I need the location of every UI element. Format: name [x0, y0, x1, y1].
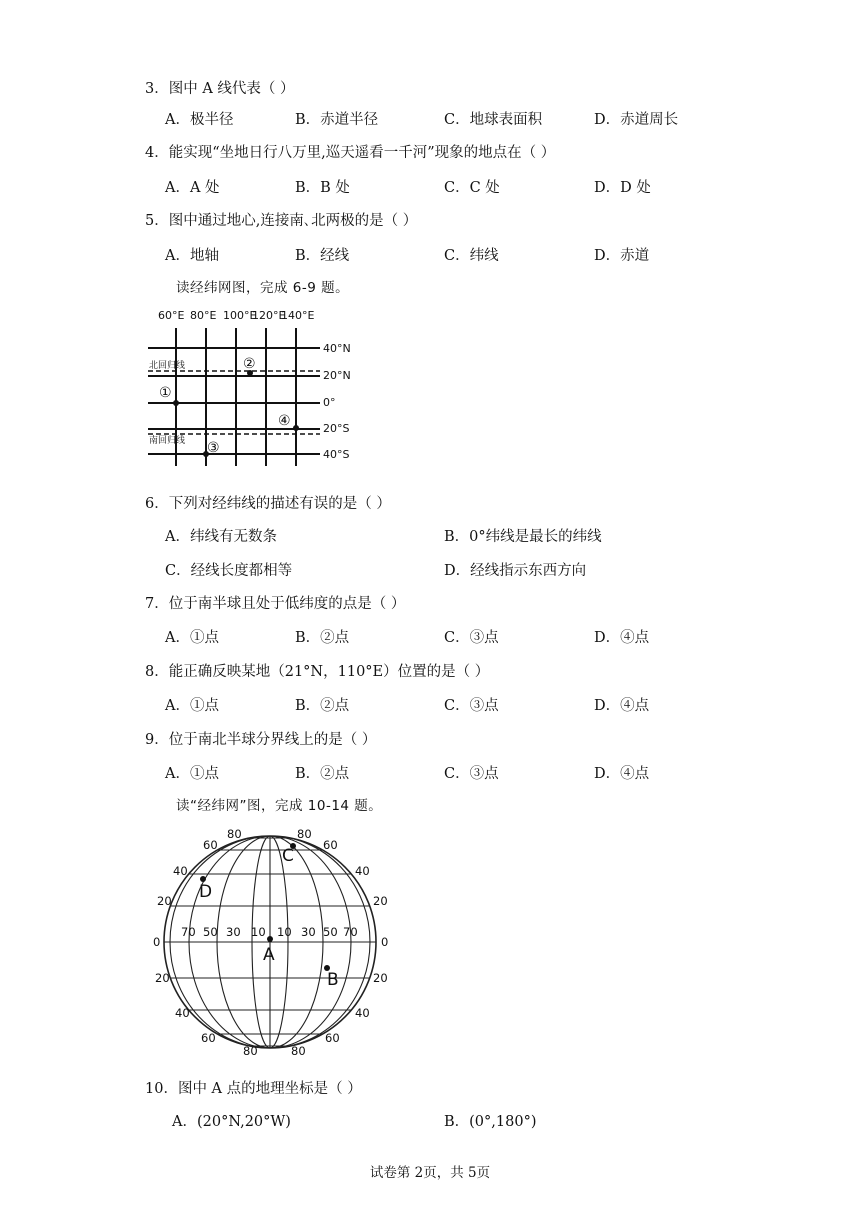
option-q3-d[interactable]: D．赤道周长 [594, 112, 679, 128]
globe-lon-label-e30: 30 [301, 925, 316, 939]
globe-lat-label-tr-20: 20 [373, 894, 388, 908]
question-7: 7．位于南半球且处于低纬度的点是（ ） [145, 596, 406, 612]
globe-point-a [267, 936, 273, 942]
globe-lat-label-br-20: 20 [373, 971, 388, 985]
option-q5-b[interactable]: B．经线 [295, 248, 350, 264]
globe-lat-label-br-60: 60 [325, 1031, 340, 1045]
lat-label-20n: 20°N [323, 369, 351, 382]
instruction-6-9: 读经纬网图，完成 6-9 题。 [176, 280, 350, 296]
lon-label-60e: 60°E [158, 309, 185, 322]
grid-point-4 [293, 425, 299, 431]
globe-lat-label-left-0: 0 [153, 935, 161, 949]
latitude-longitude-grid-figure [146, 306, 366, 466]
lon-label-140e: 140°E [281, 309, 315, 322]
option-q4-a[interactable]: A．A 处 [165, 180, 220, 196]
option-q7-a[interactable]: A．①点 [165, 630, 219, 646]
option-q7-b[interactable]: B．②点 [295, 630, 350, 646]
option-q3-c[interactable]: C．地球表面积 [444, 112, 543, 128]
globe-graticule-figure [145, 823, 405, 1063]
option-q4-c[interactable]: C．C 处 [444, 180, 500, 196]
question-4: 4．能实现“坐地日行八万里,巡天遥看一千河”现象的地点在（ ） [145, 145, 556, 161]
instruction-10-14: 读“经纬网”图，完成 10-14 题。 [176, 798, 383, 814]
globe-lat-label-tr-40: 40 [355, 864, 370, 878]
globe-lon-label-w50: 50 [203, 925, 218, 939]
page-footer: 试卷第 2页，共 5页 [369, 1165, 491, 1181]
option-q10-b[interactable]: B．(0°,180°) [444, 1114, 537, 1130]
globe-lat-label-bl-40: 40 [175, 1006, 190, 1020]
option-q8-c[interactable]: C．③点 [444, 698, 499, 714]
tropic-of-capricorn-label: 南回归线 [149, 436, 186, 446]
grid-point-2-label: ② [243, 356, 256, 372]
option-q6-a[interactable]: A．纬线有无数条 [165, 529, 277, 545]
grid-point-4-label: ④ [278, 413, 291, 429]
lat-label-40s: 40°S [323, 448, 350, 461]
option-q7-d[interactable]: D．④点 [594, 630, 650, 646]
tropic-of-cancer-label: 北回归线 [149, 361, 186, 371]
option-q9-d[interactable]: D．④点 [594, 766, 650, 782]
globe-lat-label-right-0: 0 [381, 935, 389, 949]
grid-point-3-label: ③ [207, 440, 220, 456]
grid-point-1 [173, 400, 179, 406]
globe-lat-label-tr-60: 60 [323, 838, 338, 852]
globe-point-b-label: B [327, 970, 339, 990]
globe-lat-label-tl-80: 80 [227, 827, 242, 841]
option-q9-b[interactable]: B．②点 [295, 766, 350, 782]
globe-lon-label-w30: 30 [226, 925, 241, 939]
globe-point-d-label: D [199, 882, 213, 902]
question-9: 9．位于南北半球分界线上的是（ ） [145, 732, 377, 748]
globe-point-c-label: C [282, 846, 294, 866]
question-5: 5．图中通过地心,连接南､北两极的是（ ） [145, 213, 418, 229]
option-q3-a[interactable]: A．极半径 [165, 112, 234, 128]
option-q6-d[interactable]: D．经线指示东西方向 [444, 563, 587, 579]
globe-lat-label-tl-40: 40 [173, 864, 188, 878]
globe-lat-label-bl-80: 80 [243, 1044, 258, 1058]
globe-lat-label-bl-20: 20 [155, 971, 170, 985]
option-q10-a[interactable]: A．(20°N,20°W) [172, 1114, 291, 1130]
option-q6-b[interactable]: B．0°纬线是最长的纬线 [444, 529, 602, 545]
globe-lat-label-bl-60: 60 [201, 1031, 216, 1045]
globe-lat-label-br-40: 40 [355, 1006, 370, 1020]
option-q4-d[interactable]: D．D 处 [594, 180, 651, 196]
option-q3-b[interactable]: B．赤道半径 [295, 112, 379, 128]
globe-lon-label-w10: 10 [251, 925, 266, 939]
option-q5-a[interactable]: A．地轴 [165, 248, 219, 264]
globe-lat-label-tl-60: 60 [203, 838, 218, 852]
option-q6-c[interactable]: C．经线长度都相等 [165, 563, 293, 579]
option-q9-a[interactable]: A．①点 [165, 766, 219, 782]
globe-lat-label-br-80: 80 [291, 1044, 306, 1058]
option-q5-d[interactable]: D．赤道 [594, 248, 650, 264]
option-q7-c[interactable]: C．③点 [444, 630, 499, 646]
question-10: 10．图中 A 点的地理坐标是（ ） [145, 1081, 362, 1097]
globe-lon-label-e50: 50 [323, 925, 338, 939]
lat-label-0: 0° [323, 396, 336, 409]
lat-label-20s: 20°S [323, 422, 350, 435]
grid-point-1-label: ① [159, 385, 172, 401]
lon-label-100e: 100°E [223, 309, 257, 322]
option-q8-a[interactable]: A．①点 [165, 698, 219, 714]
globe-lon-label-w70: 70 [181, 925, 196, 939]
option-q9-c[interactable]: C．③点 [444, 766, 499, 782]
globe-point-a-label: A [263, 945, 275, 965]
lon-label-80e: 80°E [190, 309, 217, 322]
option-q8-b[interactable]: B．②点 [295, 698, 350, 714]
globe-lat-label-tr-80: 80 [297, 827, 312, 841]
question-8: 8．能正确反映某地（21°N，110°E）位置的是（ ） [145, 664, 490, 680]
lat-label-40n: 40°N [323, 342, 351, 355]
globe-lon-label-e70: 70 [343, 925, 358, 939]
question-6: 6．下列对经纬线的描述有误的是（ ） [145, 496, 391, 512]
option-q5-c[interactable]: C．纬线 [444, 248, 499, 264]
globe-lat-label-tl-20: 20 [157, 894, 172, 908]
question-3: 3．图中 A 线代表（ ） [145, 81, 295, 97]
option-q8-d[interactable]: D．④点 [594, 698, 650, 714]
option-q4-b[interactable]: B．B 处 [295, 180, 350, 196]
lon-label-120e: 120°E [252, 309, 286, 322]
globe-lon-label-e10: 10 [277, 925, 292, 939]
